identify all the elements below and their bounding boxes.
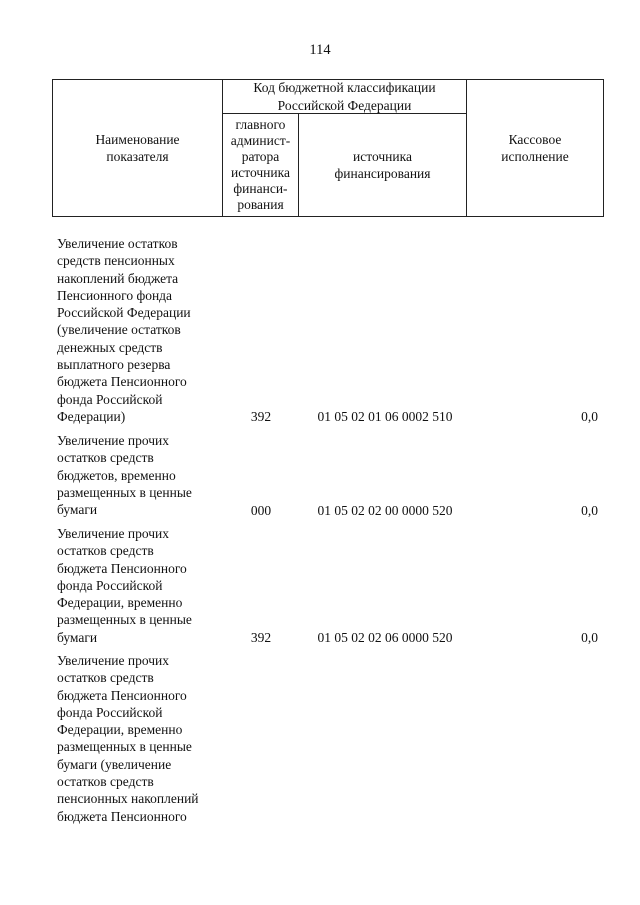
row-cash-execution: 0,0 [581, 408, 598, 424]
header-indicator-name: Наименование показателя [95, 131, 180, 164]
row-cash-execution: 0,0 [581, 502, 598, 518]
row-source-code: 01 05 02 01 06 0002 510 [317, 408, 453, 424]
row-indicator-name: Увеличение остатков средств пенсионных накоплений бюджета Пенсионного фонда Российской Федерации (увеличение остатков денежных средств выплатного резерва бюджета Пенсионного фонда Российской Федерации) [57, 236, 191, 424]
table-row [0, 235, 640, 425]
row-indicator-name: Увеличение прочих остатков средств бюджета Пенсионного фонда Российской Федерации, временно размещенных в ценные бумаги (увеличение остатков средств пенсионных накоплений бюджета Пенсионного [57, 653, 199, 824]
header-border-right [603, 79, 604, 217]
row-admin-code: 392 [250, 408, 272, 424]
row-indicator-name: Увеличение прочих остатков средств бюджетов, временно размещенных в ценные бумаги [57, 433, 192, 518]
row-indicator-name: Увеличение прочих остатков средств бюджета Пенсионного фонда Российской Федерации, временно размещенных в ценные бумаги [57, 526, 192, 645]
row-source-code: 01 05 02 02 00 0000 520 [317, 502, 453, 518]
table-row [0, 432, 640, 519]
table-row [0, 652, 640, 832]
row-admin-code: 392 [250, 629, 272, 645]
header-chief-administrator: главного админист- ратора источника финанси- рования [230, 117, 291, 212]
header-financing-source: источника финансирования [334, 148, 431, 181]
header-border-bottom [52, 216, 604, 217]
header-cash-execution: Кассовое исполнение [501, 131, 569, 164]
header-budget-code-group: Код бюджетной классификации Российской Федерации [253, 80, 436, 113]
page-number: 114 [309, 42, 331, 58]
row-admin-code: 000 [250, 502, 272, 518]
table-row [0, 525, 640, 646]
table-header [52, 79, 604, 217]
row-cash-execution: 0,0 [581, 629, 598, 645]
row-source-code: 01 05 02 02 06 0000 520 [317, 629, 453, 645]
